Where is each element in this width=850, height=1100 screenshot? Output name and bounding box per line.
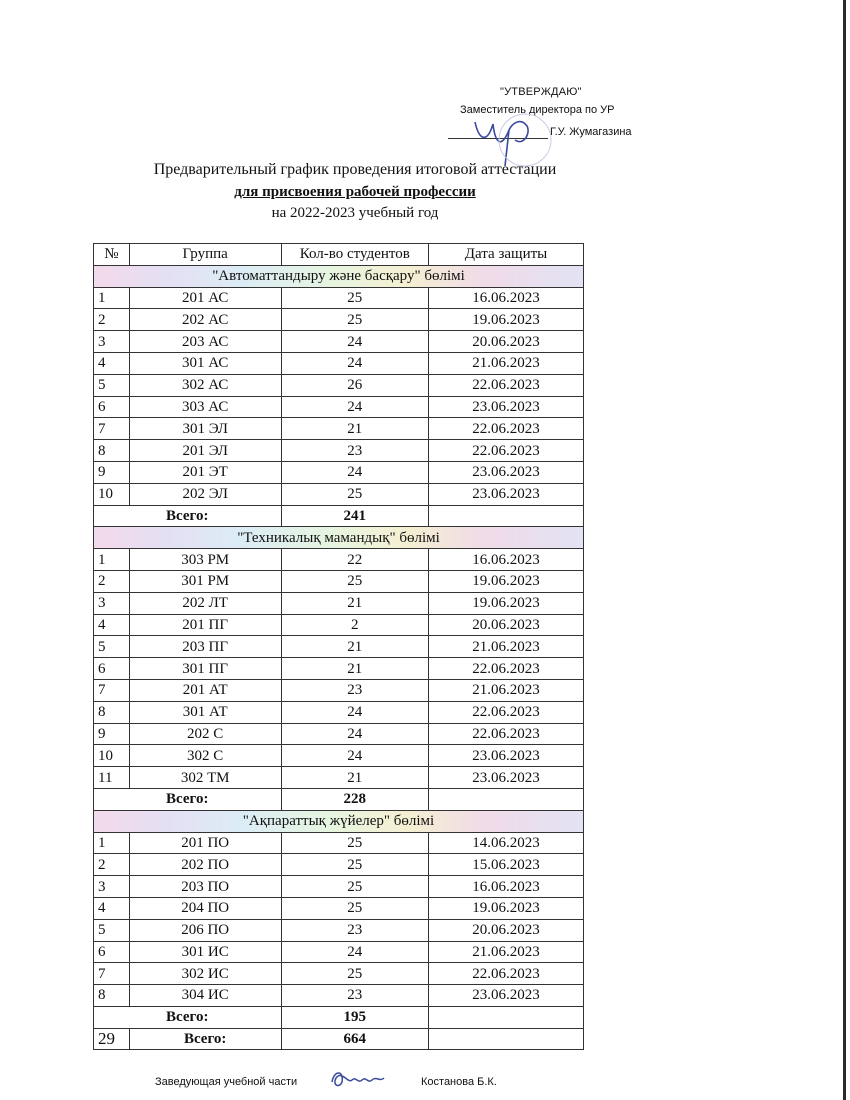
row-group: 303 РМ [129, 549, 281, 571]
row-number: 9 [94, 723, 130, 745]
row-group: 206 ПО [129, 919, 281, 941]
row-number: 3 [94, 592, 130, 614]
header-num: № [94, 244, 130, 266]
row-date: 23.06.2023 [429, 745, 584, 767]
section-total-row [94, 788, 584, 810]
total-empty [429, 788, 584, 810]
row-date: 21.06.2023 [429, 679, 584, 701]
table-row [94, 374, 584, 396]
row-number: 6 [94, 396, 130, 418]
row-group: 301 ЭЛ [129, 418, 281, 440]
row-number: 7 [94, 963, 130, 985]
row-number: 1 [94, 287, 130, 309]
row-group: 302 АС [129, 374, 281, 396]
row-count: 21 [281, 592, 429, 614]
row-group: 201 АТ [129, 679, 281, 701]
row-date: 19.06.2023 [429, 570, 584, 592]
table-row [94, 854, 584, 876]
table-row [94, 352, 584, 374]
row-group: 204 ПО [129, 897, 281, 919]
row-count: 25 [281, 483, 429, 505]
table-row [94, 701, 584, 723]
row-number: 4 [94, 614, 130, 636]
row-count: 24 [281, 723, 429, 745]
section-title: "Техникалық мамандық" бөлімі [94, 527, 584, 549]
row-date: 16.06.2023 [429, 287, 584, 309]
table-row [94, 897, 584, 919]
row-number: 1 [94, 549, 130, 571]
table-row [94, 876, 584, 898]
section-header-row [94, 265, 584, 287]
header-group: Группа [129, 244, 281, 266]
approval-position: Заместитель директора по УР [460, 104, 615, 116]
row-group: 202 ПО [129, 854, 281, 876]
row-number: 3 [94, 331, 130, 353]
total-label: Всего: [94, 788, 282, 810]
row-date: 22.06.2023 [429, 701, 584, 723]
row-group: 301 АС [129, 352, 281, 374]
row-date: 21.06.2023 [429, 941, 584, 963]
row-group: 201 ЭЛ [129, 440, 281, 462]
row-number: 8 [94, 440, 130, 462]
row-count: 23 [281, 679, 429, 701]
row-count: 25 [281, 570, 429, 592]
table-row [94, 614, 584, 636]
table-row [94, 636, 584, 658]
row-count: 23 [281, 985, 429, 1007]
row-group: 301 АТ [129, 701, 281, 723]
approval-signature [465, 100, 555, 170]
table-row [94, 723, 584, 745]
row-date: 23.06.2023 [429, 985, 584, 1007]
row-count: 24 [281, 352, 429, 374]
row-count: 26 [281, 374, 429, 396]
row-number: 9 [94, 461, 130, 483]
row-count: 22 [281, 549, 429, 571]
row-number: 3 [94, 876, 130, 898]
section-header-row [94, 527, 584, 549]
row-group: 201 АС [129, 287, 281, 309]
table-row [94, 309, 584, 331]
table-row [94, 592, 584, 614]
row-date: 23.06.2023 [429, 396, 584, 418]
table-row [94, 658, 584, 680]
table-row [94, 679, 584, 701]
row-date: 21.06.2023 [429, 636, 584, 658]
row-count: 25 [281, 854, 429, 876]
row-group: 202 ЛТ [129, 592, 281, 614]
total-empty [429, 1006, 584, 1028]
row-number: 10 [94, 483, 130, 505]
table-row [94, 767, 584, 789]
row-number: 5 [94, 374, 130, 396]
row-number: 6 [94, 658, 130, 680]
row-group: 304 ИС [129, 985, 281, 1007]
table-row [94, 331, 584, 353]
total-empty [429, 505, 584, 527]
section-title: "Ақпараттық жүйелер" бөлімі [94, 810, 584, 832]
row-number: 5 [94, 636, 130, 658]
row-group: 201 ПГ [129, 614, 281, 636]
row-number: 8 [94, 701, 130, 723]
row-number: 6 [94, 941, 130, 963]
row-group: 203 ПО [129, 876, 281, 898]
row-date: 15.06.2023 [429, 854, 584, 876]
doc-year: на 2022-2023 учебный год [271, 205, 439, 221]
row-count: 2 [281, 614, 429, 636]
section-title: "Автоматтандыру және басқару" бөлімі [94, 265, 584, 287]
row-number: 11 [94, 767, 130, 789]
row-number: 7 [94, 418, 130, 440]
row-count: 24 [281, 745, 429, 767]
row-date: 19.06.2023 [429, 309, 584, 331]
row-count: 25 [281, 963, 429, 985]
header-date: Дата защиты [429, 244, 584, 266]
row-group: 202 ЭЛ [129, 483, 281, 505]
total-value: 195 [281, 1006, 429, 1028]
total-value: 228 [281, 788, 429, 810]
footer-name: Костанова Б.К. [421, 1076, 497, 1088]
row-count: 25 [281, 832, 429, 854]
footer-signature [328, 1066, 388, 1092]
grand-total-value: 664 [281, 1028, 429, 1050]
row-date: 22.06.2023 [429, 418, 584, 440]
grand-total-row [94, 1028, 584, 1050]
row-count: 24 [281, 941, 429, 963]
row-count: 23 [281, 440, 429, 462]
header-count: Кол-во студентов [281, 244, 429, 266]
row-group: 202 С [129, 723, 281, 745]
row-date: 20.06.2023 [429, 331, 584, 353]
row-group: 203 ПГ [129, 636, 281, 658]
row-count: 21 [281, 767, 429, 789]
table-row [94, 919, 584, 941]
row-date: 20.06.2023 [429, 614, 584, 636]
grand-total-groups: 29 [94, 1028, 130, 1050]
doc-subtitle: для присвоения рабочей профессии [234, 184, 476, 200]
row-group: 302 С [129, 745, 281, 767]
row-count: 21 [281, 636, 429, 658]
section-header-row [94, 810, 584, 832]
row-number: 8 [94, 985, 130, 1007]
row-date: 23.06.2023 [429, 767, 584, 789]
row-number: 2 [94, 309, 130, 331]
row-group: 301 РМ [129, 570, 281, 592]
row-date: 21.06.2023 [429, 352, 584, 374]
footer-position: Заведующая учебной части [155, 1076, 298, 1088]
row-group: 302 ИС [129, 963, 281, 985]
scan-edge [843, 0, 846, 1100]
row-count: 21 [281, 418, 429, 440]
table-row [94, 396, 584, 418]
table-row [94, 985, 584, 1007]
row-count: 21 [281, 658, 429, 680]
row-group: 301 ИС [129, 941, 281, 963]
table-row [94, 570, 584, 592]
row-group: 201 ПО [129, 832, 281, 854]
table-row [94, 440, 584, 462]
approval-stamp: "УТВЕРЖДАЮ" [500, 86, 582, 98]
row-number: 4 [94, 897, 130, 919]
row-count: 24 [281, 701, 429, 723]
table-header-row [94, 244, 584, 266]
row-count: 24 [281, 331, 429, 353]
row-group: 202 АС [129, 309, 281, 331]
row-date: 16.06.2023 [429, 549, 584, 571]
row-date: 23.06.2023 [429, 483, 584, 505]
row-count: 23 [281, 919, 429, 941]
table-row [94, 549, 584, 571]
row-group: 201 ЭТ [129, 461, 281, 483]
approval-name: Г.У. Жумагазина [550, 126, 632, 138]
row-count: 25 [281, 876, 429, 898]
table-row [94, 745, 584, 767]
row-date: 22.06.2023 [429, 658, 584, 680]
table-row [94, 963, 584, 985]
row-number: 2 [94, 570, 130, 592]
row-date: 16.06.2023 [429, 876, 584, 898]
row-number: 10 [94, 745, 130, 767]
row-count: 25 [281, 309, 429, 331]
table-row [94, 287, 584, 309]
row-date: 20.06.2023 [429, 919, 584, 941]
doc-title: Предварительный график проведения итоговой аттестации [153, 161, 557, 178]
row-number: 2 [94, 854, 130, 876]
row-date: 19.06.2023 [429, 897, 584, 919]
row-group: 203 АС [129, 331, 281, 353]
row-number: 1 [94, 832, 130, 854]
table-row [94, 941, 584, 963]
section-total-row [94, 505, 584, 527]
row-number: 4 [94, 352, 130, 374]
row-number: 7 [94, 679, 130, 701]
total-label: Всего: [94, 1006, 282, 1028]
table-row [94, 418, 584, 440]
row-date: 22.06.2023 [429, 440, 584, 462]
table-row [94, 832, 584, 854]
row-date: 19.06.2023 [429, 592, 584, 614]
total-value: 241 [281, 505, 429, 527]
row-group: 302 ТМ [129, 767, 281, 789]
row-date: 22.06.2023 [429, 963, 584, 985]
row-date: 14.06.2023 [429, 832, 584, 854]
section-total-row [94, 1006, 584, 1028]
row-number: 5 [94, 919, 130, 941]
table-row [94, 461, 584, 483]
row-date: 22.06.2023 [429, 374, 584, 396]
row-group: 303 АС [129, 396, 281, 418]
grand-total-empty [429, 1028, 584, 1050]
total-label: Всего: [94, 505, 282, 527]
table-row [94, 483, 584, 505]
row-count: 25 [281, 897, 429, 919]
row-count: 25 [281, 287, 429, 309]
row-group: 301 ПГ [129, 658, 281, 680]
row-count: 24 [281, 396, 429, 418]
row-date: 23.06.2023 [429, 461, 584, 483]
schedule-table [93, 243, 584, 1050]
grand-total-label: Всего: [129, 1028, 281, 1050]
row-date: 22.06.2023 [429, 723, 584, 745]
row-count: 24 [281, 461, 429, 483]
